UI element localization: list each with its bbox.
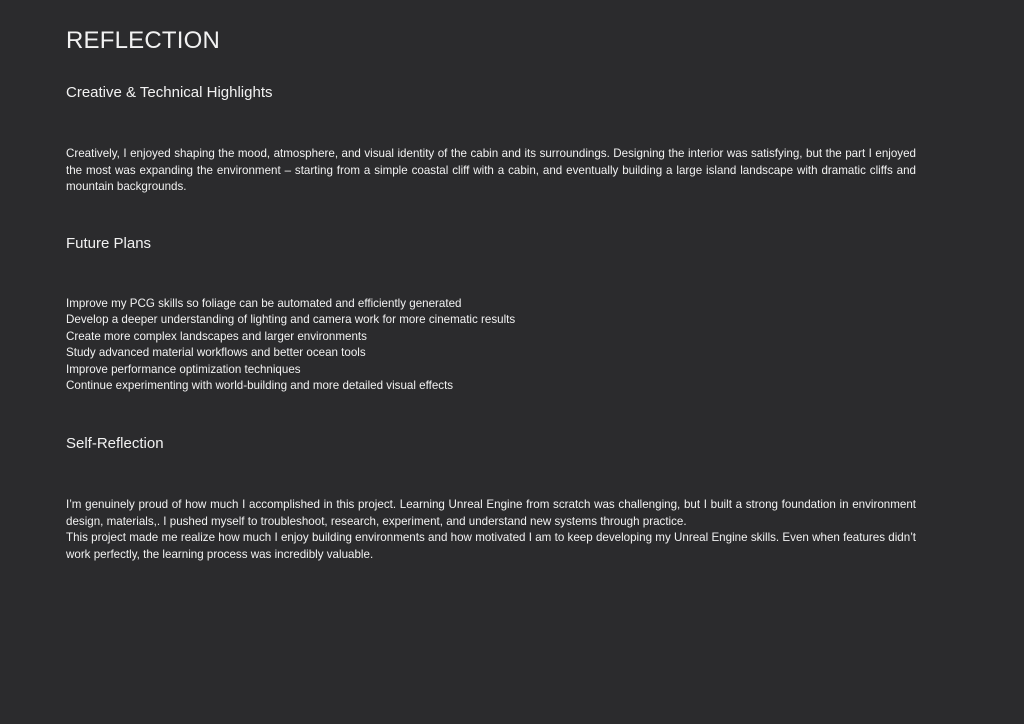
self-reflection-paragraph-2: This project made me realize how much I enjoy building environments and how motivated I am to keep developing my Unreal Engine skills. Even when features didn’t work perfectly, the learning process was incredibly valuable. — [66, 531, 916, 561]
self-reflection-heading: Self-Reflection — [66, 435, 164, 452]
list-item: Study advanced material workflows and better ocean tools — [66, 346, 366, 360]
self-reflection-paragraph-1: I’m genuinely proud of how much I accomplished in this project. Learning Unreal Engine from scratch was challenging, but I built a strong foundation in environment design, materials,. I pushed myself to troubleshoot, research, experiment, and understand new systems through practice. — [66, 498, 916, 528]
list-item: Improve my PCG skills so foliage can be automated and efficiently generated — [66, 297, 462, 310]
list-item: Continue experimenting with world-building and more detailed visual effects — [66, 379, 454, 393]
page-title: REFLECTION — [66, 27, 221, 54]
list-item: Create more complex landscapes and larger environments — [66, 329, 367, 343]
highlights-heading: Creative & Technical Highlights — [66, 84, 273, 101]
list-item: Improve performance optimization techniques — [66, 362, 301, 376]
future-plans-list — [66, 296, 515, 394]
highlights-paragraph: Creatively, I enjoyed shaping the mood, atmosphere, and visual identity of the cabin and its surroundings. Designing the interior was satisfying, but the part I enjoyed the most was expanding the environment – starting from a simple coastal cliff with a cabin, and eventually building a large island landscape with dramatic cliffs and mountain backgrounds. — [66, 147, 916, 193]
list-item: Develop a deeper understanding of lighting and camera work for more cinematic results — [66, 313, 516, 327]
future-plans-heading: Future Plans — [66, 235, 152, 252]
